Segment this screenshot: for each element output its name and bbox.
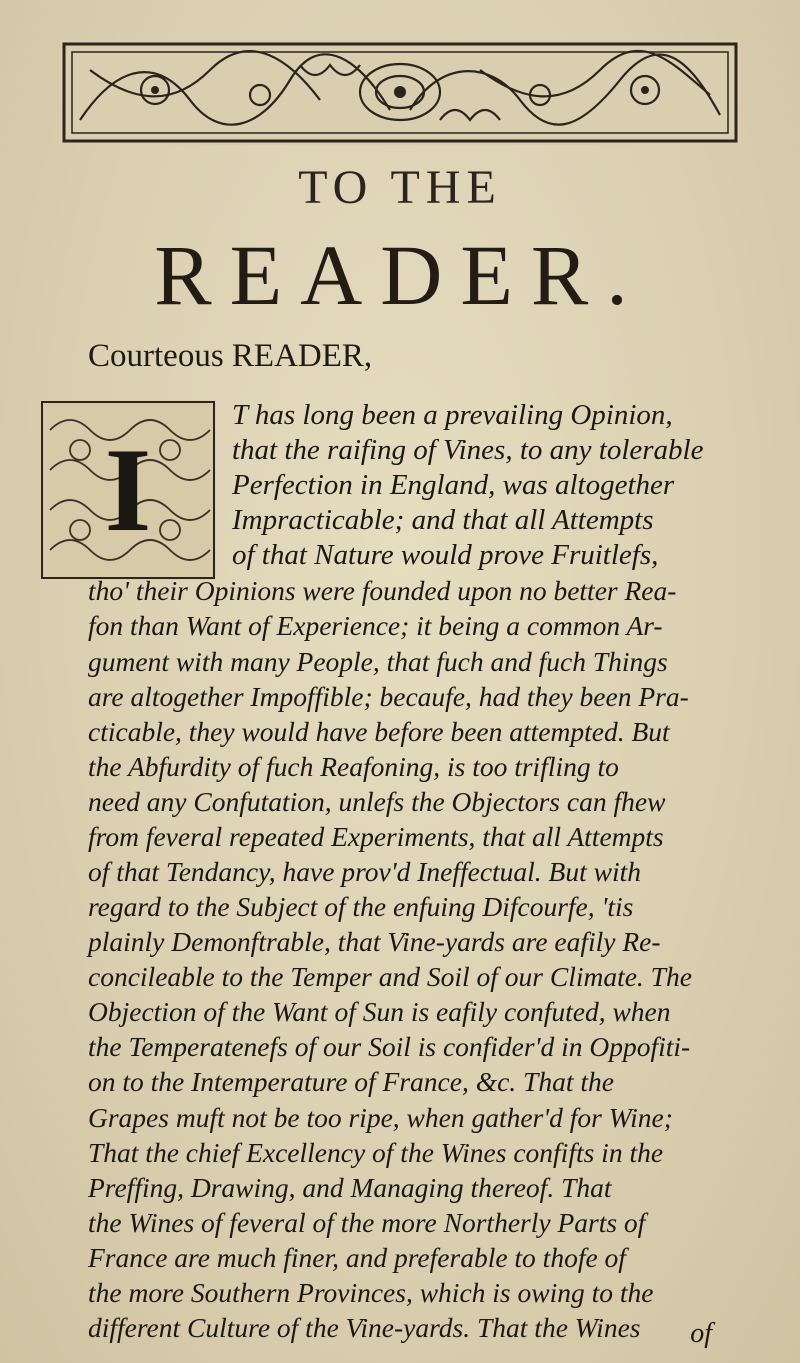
body-line: T has long been a prevailing Opinion, [232,399,673,431]
body-line: the Abfurdity of fuch Reafoning, is too trifling to [88,750,619,782]
body-line: tho' their Opinions were founded upon no better Rea- [88,575,677,607]
body-line: concileable to the Temper and Soil of our Climate. The [88,961,692,993]
body-line: Objection of the Want of Sun is eafily confuted, when [88,996,671,1028]
body-line: need any Confutation, unlefs the Objectors can fhew [88,785,666,817]
body-line: cticable, they would have before been attempted. But [88,715,670,747]
body-line: That the chief Excellency of the Wines confifts in the [88,1136,664,1168]
body-line: the Wines of feveral of the more Northerly Parts of [88,1206,646,1238]
body-line: plainly Demonftrable, that Vine-yards are eafily Re- [88,926,661,958]
body-line: on to the Intemperature of France, &c. That the [88,1066,614,1098]
body-line: gument with many People, that fuch and fuch Things [88,645,668,677]
heading-to-the: TO THE [298,161,502,214]
body-line: that the raifing of Vines, to any tolerable [232,434,704,467]
body-line: regard to the Subject of the enfuing Difcourfe, 'tis [88,891,634,923]
body-line: Impracticable; and that all Attempts [232,504,654,537]
body-line: the Temperatenefs of our Soil is confider'd in Oppofiti- [88,1031,691,1063]
body-line: of that Tendancy, have prov'd Ineffectual. But with [88,856,641,887]
body-line: France are much finer, and preferable to thofe of [88,1241,626,1273]
ornamental-header-band [60,40,740,145]
body-line: of that Nature would prove Fruitlefs, [232,539,659,572]
body-line: the more Southern Provinces, which is owing to the [88,1276,654,1308]
body-line: different Culture of the Vine-yards. That the Wines [88,1312,641,1343]
decorated-initial-letter: I [104,423,152,556]
catchword: of [690,1318,712,1349]
body-line: Grapes muft not be too ripe, when gather'd for Wine; [88,1101,673,1133]
body-line: Preffing, Drawing, and Managing thereof. That [88,1171,612,1203]
body-line: are altogether Impoffible; becaufe, had they been Pra- [88,680,689,712]
body-line: fon than Want of Experience; it being a common Ar- [88,610,663,642]
decorated-initial-ornament-icon [40,400,216,580]
body-line: from feveral repeated Experiments, that all Attempts [88,820,664,852]
salutation: Courteous READER, [88,338,373,374]
heading-reader: READER. [154,227,646,323]
decorated-initial [40,400,216,580]
body-line: Perfection in England, was altogether [232,469,675,502]
